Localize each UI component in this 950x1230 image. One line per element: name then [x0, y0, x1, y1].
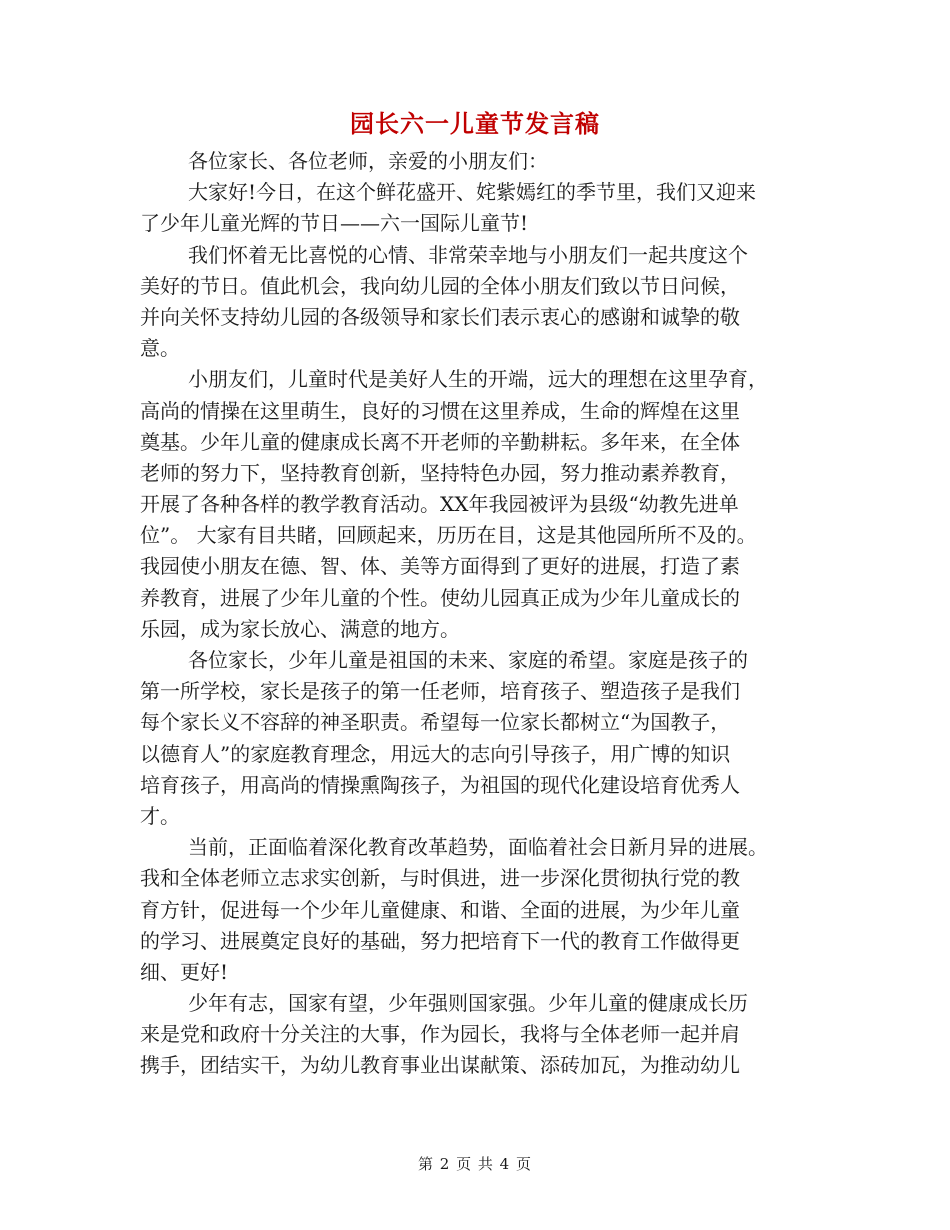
text-line: 育方针，促进每一个少年儿童健康、和谐、全面的进展，为少年儿童 — [140, 897, 740, 922]
text-line: 老师的努力下，坚持教育创新，坚持特色办园，努力推动素养教育， — [140, 460, 740, 485]
text-line: 培育孩子，用高尚的情操熏陶孩子，为祖国的现代化建设培育优秀人 — [140, 772, 740, 797]
text-line: 各位家长、各位老师，亲爱的小朋友们： — [188, 149, 548, 173]
document-body — [140, 146, 820, 1082]
text-line: 我园使小朋友在德、智、体、美等方面得到了更好的进展，打造了素 — [140, 554, 740, 579]
text-line: 意。 — [140, 336, 180, 361]
text-line: 开展了各种各样的教学教育活动。XX年我园被评为县级“幼教先进单 — [140, 492, 739, 517]
text-line: 美好的节日。值此机会，我向幼儿园的全体小朋友们致以节日问候， — [140, 273, 740, 298]
text-line: 以德育人”的家庭教育理念，用远大的志向引导孩子，用广博的知识 — [140, 741, 731, 766]
page-number-footer: 第 2 页 共 4 页 — [418, 1155, 532, 1173]
text-line: 小朋友们，儿童时代是美好人生的开端，远大的理想在这里孕育， — [188, 367, 768, 392]
text-line: 我和全体老师立志求实创新，与时俱进，进一步深化贯彻执行党的教 — [140, 866, 740, 891]
text-line: 当前，正面临着深化教育改革趋势，面临着社会日新月异的进展。 — [188, 835, 768, 860]
text-line: 养教育，进展了少年儿童的个性。使幼儿园真正成为少年儿童成长的 — [140, 585, 740, 610]
document-title: 园长六一儿童节发言稿 — [350, 109, 600, 138]
text-line: 高尚的情操在这里萌生，良好的习惯在这里养成，生命的辉煌在这里 — [140, 398, 740, 423]
text-line: 各位家长，少年儿童是祖国的未来、家庭的希望。家庭是孩子的 — [188, 648, 748, 672]
text-line: 细、更好! — [140, 959, 229, 984]
text-line: 奠基。少年儿童的健康成长离不开老师的辛勤耕耘。多年来，在全体 — [140, 429, 740, 454]
text-line: 少年有志，国家有望，少年强则国家强。少年儿童的健康成长历 — [188, 991, 748, 1016]
text-line: 并向关怀支持幼儿园的各级领导和家长们表示衷心的感谢和诚挚的敬 — [140, 304, 740, 329]
text-line: 的学习、进展奠定良好的基础，努力把培育下一代的教育工作做得更 — [140, 928, 740, 953]
text-line: 了少年儿童光辉的节日——六一国际儿童节! — [140, 211, 529, 236]
text-line: 第一所学校，家长是孩子的第一任老师，培育孩子、塑造孩子是我们 — [140, 679, 740, 704]
text-line: 乐园，成为家长放心、满意的地方。 — [140, 616, 460, 641]
text-line: 位”。 大家有目共睹，回顾起来，历历在目，这是其他园所所不及的。 — [140, 523, 757, 548]
text-line: 大家好!今日，在这个鲜花盛开、姹紫嫣红的季节里，我们又迎来 — [188, 180, 757, 205]
text-line: 来是党和政府十分关注的大事，作为园长，我将与全体老师一起并肩 — [140, 1022, 740, 1047]
text-line: 每个家长义不容辞的神圣职责。希望每一位家长都树立“为国教子， — [140, 710, 731, 735]
text-line: 我们怀着无比喜悦的心情、非常荣幸地与小朋友们一起共度这个 — [188, 242, 748, 267]
text-line: 才。 — [140, 803, 180, 828]
text-line: 携手，团结实干，为幼儿教育事业出谋献策、添砖加瓦，为推动幼儿 — [140, 1053, 740, 1078]
